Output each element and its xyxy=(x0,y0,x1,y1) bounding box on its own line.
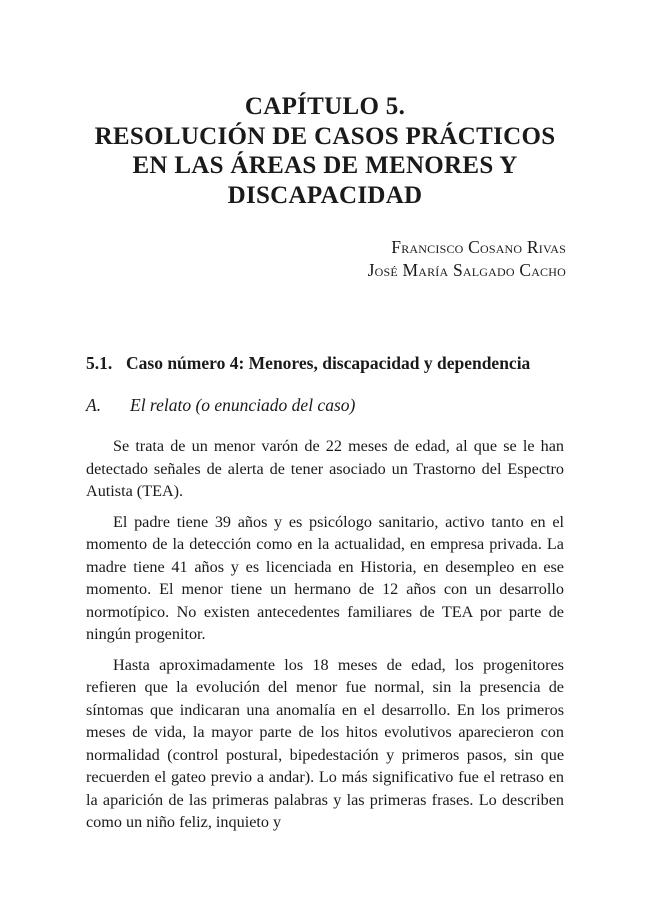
section-heading xyxy=(86,353,530,374)
body-text xyxy=(86,435,564,842)
author-name: José María Salgado Cacho xyxy=(367,260,566,280)
author-list xyxy=(368,236,566,282)
subsection-title: El relato (o enunciado del caso) xyxy=(130,395,356,415)
paragraph: Se trata de un menor varón de 22 meses de edad, al que se le han detectado señales de alerta de tener asociado un Trastorno del Espectro Autista (TEA). xyxy=(86,437,564,500)
subsection-letter: A. xyxy=(86,395,102,415)
chapter-title-line: DISCAPACIDAD xyxy=(227,181,423,209)
chapter-title xyxy=(80,92,570,210)
chapter-title-line: RESOLUCIÓN DE CASOS PRÁCTICOS xyxy=(94,122,556,150)
chapter-title-line: CAPÍTULO 5. xyxy=(244,93,406,120)
chapter-title-line: EN LAS ÁREAS DE MENORES Y xyxy=(132,152,518,179)
section-number: 5.1. xyxy=(86,353,113,373)
paragraph: Hasta aproximadamente los 18 meses de edad, los progenitores refieren que la evolución del menor fue normal, sin la presencia de síntomas que indicaran una anomalía en el desarrollo. En los primeros meses de vida, la mayor parte de los hitos evolutivos aparecieron con normalidad (control postural, bipedestación y primeros pasos, sin que recuerden el gateo previo a andar). Lo más significativo fue el retraso en la aparición de las primeras palabras y las primeras frases. Lo describen como un niño feliz, inquieto y xyxy=(86,655,564,831)
section-title: Caso número 4: Menores, discapacidad y dependencia xyxy=(126,353,531,373)
paragraph: El padre tiene 39 años y es psicólogo sanitario, activo tanto en el momento de la detección como en la actualidad, en empresa privada. La madre tiene 41 años y es licenciada en Historia, en desempleo en ese momento. El menor tiene un hermano de 12 años con un desarrollo normotípico. No existen antecedentes familiares de TEA por parte de ningún progenitor. xyxy=(86,512,564,643)
subsection-heading xyxy=(86,395,355,416)
author-name: Francisco Cosano Rivas xyxy=(391,237,566,257)
